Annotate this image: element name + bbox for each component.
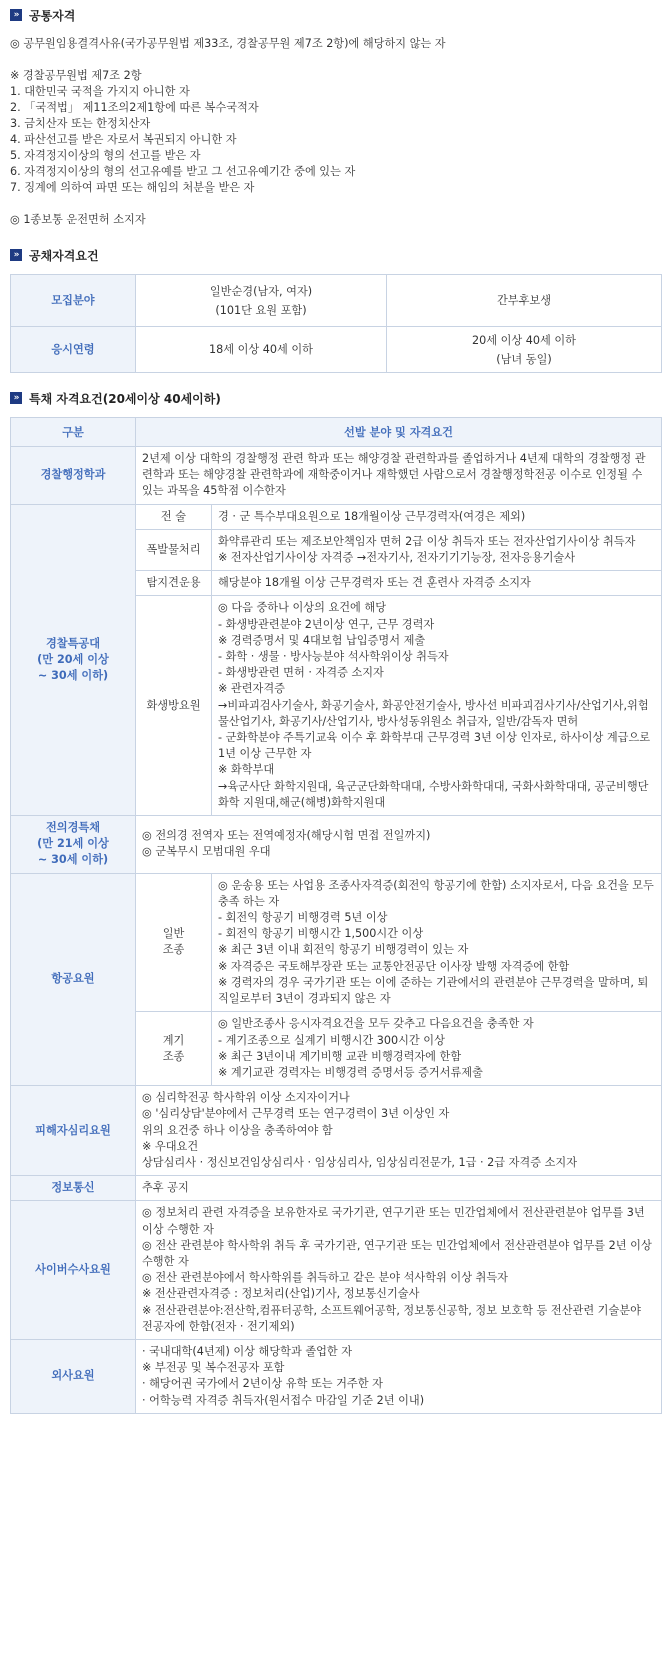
- table-row: [11, 873, 662, 1012]
- row-label-field: 모집분야: [11, 275, 136, 327]
- sub-label-general-pilot: 일반 조종: [136, 873, 212, 1012]
- instrument-pilot-requirement: ◎ 일반조종사 응시자격요건을 모두 갖추고 다음요건을 충족한 자 - 계기조종으로 실계기 비행시간 300시간 이상 ※ 최근 3년이내 계기비행 교관 비행경력자에 한함 ※ 계기교관 경력자는 비행경력 증명서등 증거서류제출: [212, 1012, 662, 1086]
- double-chevron-icon: »: [10, 249, 22, 261]
- header-field-requirements: 선발 분야 및 자격요건: [136, 418, 662, 447]
- table-row: [11, 275, 662, 327]
- table-row: [11, 1339, 662, 1413]
- row-label-foreign: 외사요원: [11, 1339, 136, 1413]
- row-label-conscript: 전의경특채 (만 21세 이상 ~ 30세 이하): [11, 816, 136, 874]
- qualification-line: 1. 대한민국 국적을 가지지 아니한 자: [10, 85, 190, 98]
- qualification-line: ◎ 공무원임용결격사유(국가공무원법 제33조, 경찰공무원 제7조 2항)에 해당하지 않는 자: [10, 37, 446, 50]
- double-chevron-icon: »: [10, 392, 22, 404]
- sub-label-eod: 폭발물처리: [136, 529, 212, 570]
- sub-label-cbr: 화생방요원: [136, 596, 212, 816]
- tactics-requirement: 경 · 군 특수부대요원으로 18개월이상 근무경력자(여경은 제외): [212, 504, 662, 529]
- special-requirements-table: [10, 417, 662, 1414]
- cbr-requirement: ◎ 다음 중하나 이상의 요건에 해당 - 화생방관련분야 2년이상 연구, 근무 경력자 ※ 경력증명서 및 4대보험 납입증명서 제출 - 화학 · 생물 · 방사능분야 석사학위이상 취득자 - 화생방관련 면허 · 자격증 소지자 ※ 관련자격증 →비파괴검사기술사, 화공기술사, 화공안전기술사, 방사선 비파괴검사기사/산업기사,위험물산업기사, 화공기사/산업기사, 방사성동위원소 취급자, 일반/감독자 면허 - 군화학분야 주특기교육 이수 후 화학부대 근무경력 3년 이상 인자로, 하사이상 계급으로 1년 이상 근무한 자 ※ 화학부대 →육군사단 화학지원대, 육군군단화학대대, 수방사화학대대, 국화사화학대대, 공군비행단화학 지원대,해군(해병)화학지원대: [212, 596, 662, 816]
- k9-requirement: 해당분야 18개월 이상 근무경력자 또는 견 훈련사 자격증 소지자: [212, 571, 662, 596]
- cell-general-age: 18세 이상 40세 이하: [136, 327, 387, 373]
- row-label-info: 정보통신: [11, 1176, 136, 1201]
- qualification-line: 4. 파산선고를 받은 자로서 복권되지 아니한 자: [10, 133, 237, 146]
- qualification-line: 7. 징계에 의하여 파면 또는 해임의 처분을 받은 자: [10, 181, 255, 194]
- qualification-line: ※ 경찰공무원법 제7조 2항: [10, 69, 142, 82]
- info-requirement: 추후 공지: [136, 1176, 662, 1201]
- open-section-title: » 공채자격요건: [10, 246, 659, 264]
- common-qualifications: [10, 36, 659, 228]
- sub-label-instrument-pilot: 계기 조종: [136, 1012, 212, 1086]
- qualification-line: 6. 자격정지이상의 형의 선고유예를 받고 그 선고유예기간 중에 있는 자: [10, 165, 356, 178]
- double-chevron-icon: »: [10, 9, 22, 21]
- cell-officer-candidate: 간부후보생: [387, 275, 662, 327]
- row-label-aviation: 항공요원: [11, 873, 136, 1085]
- qualification-line: 3. 금치산자 또는 한정치산자: [10, 117, 151, 130]
- conscript-requirement: ◎ 전의경 전역자 또는 전역예정자(해당시험 면접 전일까지) ◎ 군복무시 모범대원 우대: [136, 816, 662, 874]
- table-row: [11, 816, 662, 874]
- foreign-requirement: · 국내대학(4년제) 이상 해당학과 졸업한 자 ※ 부전공 및 복수전공자 포함 · 해당어권 국가에서 2년이상 유학 또는 거주한 자 · 어학능력 자격증 취득자(원서접수 마감일 기준 2년 이내): [136, 1339, 662, 1413]
- open-requirements-table: [10, 274, 662, 373]
- header-category: 구분: [11, 418, 136, 447]
- cyber-requirement: ◎ 정보처리 관련 자격증을 보유한자로 국가기관, 연구기관 또는 민간업체에서 전산관련분야 업무를 3년 이상 수행한 자 ◎ 전산 관련분야 학사학위 취득 후 국가기관, 연구기관 또는 민간업체에서 전산관련분야 업무를 2년 이상 수행한 자 ◎ 전산 관련분야에서 학사학위를 취득하고 같은 분야 석사학위 이상 취득자 ※ 전산관련자격증 : 정보처리(산업)기사, 정보통신기술사 ※ 전산관련분야:전산학,컴퓨터공학, 소프트웨어공학, 정보통신공학, 정보 보호학 등 전산관련 기술분야 전공자에 한함(전자 · 전기제외): [136, 1201, 662, 1340]
- table-row: [11, 1086, 662, 1176]
- special-section-title: » 특채 자격요건(20세이상 40세이하): [10, 389, 659, 407]
- cell-general-police: 일반순경(남자, 여자) (101단 요원 포함): [136, 275, 387, 327]
- qualification-line: 2. 「국적법」 제11조의2제1항에 따른 복수국적자: [10, 101, 259, 114]
- row-label-psych: 피해자심리요원: [11, 1086, 136, 1176]
- table-row: [11, 504, 662, 529]
- admin-requirement: 2년제 이상 대학의 경찰행정 관련 학과 또는 해양경찰 관련학과를 졸업하거나 4년제 대학의 경찰행정 관련학과 또는 해양경찰 관련학과에 재학중이거나 재학했던 사람으로서 경찰행정학전공 이수로 인정될 수 있는 과목을 45학점 이수한자: [136, 447, 662, 505]
- cell-officer-age: 20세 이상 40세 이하 (남녀 동일): [387, 327, 662, 373]
- eod-requirement: 화약류관리 또는 제조보안책임자 면허 2급 이상 취득자 또는 전자산업기사이상 취득자 ※ 전자산업기사이상 자격증 →전자기사, 전자기기기능장, 전자응용기술사: [212, 529, 662, 570]
- qualification-line: ◎ 1종보통 운전면허 소지자: [10, 213, 146, 226]
- table-row: [11, 1176, 662, 1201]
- table-row: [11, 447, 662, 505]
- row-label-admin: 경찰행정학과: [11, 447, 136, 505]
- row-label-cyber: 사이버수사요원: [11, 1201, 136, 1340]
- table-header-row: [11, 418, 662, 447]
- qualification-line: 5. 자격정지이상의 형의 선고를 받은 자: [10, 149, 201, 162]
- psych-requirement: ◎ 심리학전공 학사학위 이상 소지자이거나 ◎ '심리상담'분야에서 근무경력 또는 연구경력이 3년 이상인 자 위의 요건중 하나 이상을 충족하여야 함 ※ 우대요건 상담심리사 · 정신보건임상심리사 · 임상심리사, 임상심리전문가, 1급 · 2급 자격증 소지자: [136, 1086, 662, 1176]
- table-row: [11, 1201, 662, 1340]
- general-pilot-requirement: ◎ 운송용 또는 사업용 조종사자격증(회전익 항공기에 한함) 소지자로서, 다음 요건을 모두 충족 하는 자 - 회전익 항공기 비행경력 5년 이상 - 회전익 항공기 비행시간 1,500시간 이상 ※ 최근 3년 이내 회전익 항공기 비행경력이 있는 자 ※ 자격증은 국토해부장관 또는 교통안전공단 이사장 발행 자격증에 한함 ※ 경력자의 경우 국가기관 또는 이에 준하는 기관에서의 관련분야 근무경력을 말하며, 퇴직일로부터 3년이 경과되지 않은 자: [212, 873, 662, 1012]
- row-label-age: 응시연령: [11, 327, 136, 373]
- sub-label-k9: 탐지견운용: [136, 571, 212, 596]
- sub-label-tactics: 전 술: [136, 504, 212, 529]
- table-row: [11, 327, 662, 373]
- common-section-title: » 공통자격: [10, 6, 659, 24]
- row-label-commando: 경찰특공대 (만 20세 이상 ~ 30세 이하): [11, 504, 136, 815]
